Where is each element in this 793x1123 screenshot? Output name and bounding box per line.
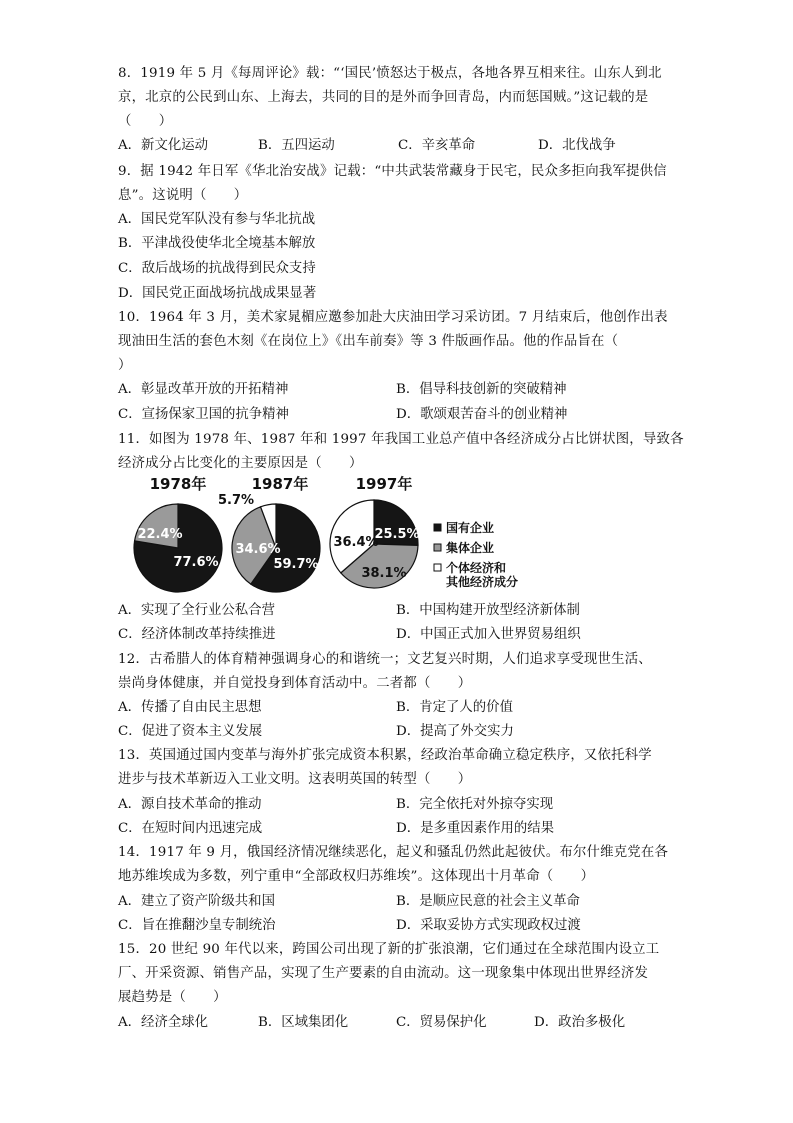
q12-option-c[interactable]: C．促进了资本主义发展 [118, 724, 263, 739]
q14-option-d[interactable]: D．采取妥协方式实现政权过渡 [396, 918, 581, 933]
pie-chart-svg [128, 474, 548, 604]
pie-slice-label: 38.1% [361, 566, 407, 581]
pie-slice-label: 34.6% [235, 542, 281, 557]
q10-option-b[interactable]: B．倡导科技创新的突破精神 [396, 382, 567, 397]
q13-option-c[interactable]: C．在短时间内迅速完成 [118, 821, 263, 836]
q9-option-c[interactable]: C．敌后战场的抗战得到民众支持 [118, 261, 316, 276]
q11-line-1: 11．如图为 1978 年、1987 年和 1997 年我国工业总产值中各经济成分占比饼状图，导致各 [118, 432, 684, 447]
pie-slice-label: 36.4% [333, 535, 379, 550]
q12-line-2: 崇尚身体健康，并自觉投身到体育活动中。二者都（ ） [118, 676, 472, 691]
pie-chart-figure [128, 474, 548, 604]
pie-slice-label: 5.7% [217, 493, 255, 508]
q10-line-1: 10．1964 年 3 月，美术家晁楣应邀参加赴大庆油田学习采访团。7 月结束后，他创作出表 [118, 310, 668, 325]
legend-label: 国有企业 [446, 521, 495, 535]
q9-line-1: 9．据 1942 年日军《华北治安战》记载：“中共武装常藏身于民宅，民众多拒向我军提供信 [118, 164, 667, 179]
pie-title: 1987年 [251, 475, 309, 493]
pie-3 [330, 475, 420, 588]
q10-line-3: ） [118, 358, 132, 373]
q12-line-1: 12．古希腊人的体育精神强调身心的和谐统一；文艺复兴时期，人们追求享受现世生活、 [118, 652, 652, 667]
q10-line-2: 现油田生活的套色木刻《在岗位上》《出车前奏》等 3 件版画作品。他的作品旨在（ [118, 334, 619, 349]
q14-line-1: 14．1917 年 9 月，俄国经济情况继续恶化，起义和骚乱仍然此起彼伏。布尔什维克党在各 [118, 845, 669, 860]
q10-option-a[interactable]: A．彰显改革开放的开拓精神 [118, 382, 289, 397]
q13-line-1: 13．英国通过国内变革与海外扩张完成资本积累，经政治革命确立稳定秩序，又依托科学 [118, 748, 652, 763]
q15-option-c[interactable]: C．贸易保护化 [396, 1015, 487, 1030]
q15-line-1: 15．20 世纪 90 年代以来，跨国公司出现了新的扩张浪潮，它们通过在全球范围内设立工 [118, 942, 660, 957]
pie-slice-label: 22.4% [137, 527, 183, 542]
pie-title: 1978年 [149, 475, 207, 493]
q15-option-d[interactable]: D．政治多极化 [534, 1015, 626, 1030]
q11-option-d[interactable]: D．中国正式加入世界贸易组织 [396, 627, 581, 642]
q13-option-a[interactable]: A．源自技术革命的推动 [118, 797, 262, 812]
q11-line-2: 经济成分占比变化的主要原因是（ ） [118, 456, 363, 471]
q9-option-b[interactable]: B．平津战役使华北全境基本解放 [118, 236, 316, 251]
q8-line-3: （ ） [118, 114, 173, 129]
legend-label: 个体经济和 [446, 561, 507, 575]
q8-option-d[interactable]: D．北伐战争 [538, 138, 616, 153]
q12-option-a[interactable]: A．传播了自由民主思想 [118, 700, 262, 715]
q8-option-b[interactable]: B．五四运动 [258, 138, 335, 153]
q8-option-c[interactable]: C．辛亥革命 [398, 138, 476, 153]
q9-option-a[interactable]: A．国民党军队没有参与华北抗战 [118, 212, 316, 227]
q13-line-2: 进步与技术革新迈入工业文明。这表明英国的转型（ ） [118, 772, 472, 787]
q14-option-a[interactable]: A．建立了资产阶级共和国 [118, 894, 275, 909]
pie-slice-label: 25.5% [374, 527, 420, 542]
q14-option-b[interactable]: B．是顺应民意的社会主义革命 [396, 894, 580, 909]
pie-title: 1997年 [355, 475, 413, 493]
q9-option-d[interactable]: D．国民党正面战场抗战成果显著 [118, 286, 317, 301]
q14-line-2: 地苏维埃成为多数，列宁重申“全部政权归苏维埃”。这体现出十月革命（ ） [118, 869, 595, 884]
q15-line-3: 展趋势是（ ） [118, 990, 227, 1005]
legend-swatch [434, 524, 441, 531]
q11-option-b[interactable]: B．中国构建开放型经济新体制 [396, 603, 580, 618]
q8-option-a[interactable]: A．新文化运动 [118, 138, 209, 153]
q11-option-c[interactable]: C．经济体制改革持续推进 [118, 627, 276, 642]
pie-1 [134, 475, 222, 592]
legend-label: 集体企业 [446, 541, 495, 555]
q15-option-b[interactable]: B．区域集团化 [258, 1015, 349, 1030]
q8-line-1: 8．1919 年 5 月《每周评论》载：“‘国民’愤怒达于极点，各地各界互相来往。山东人到北 [118, 66, 662, 81]
chart-legend [434, 520, 518, 589]
q8-line-2: 京，北京的公民到山东、上海去，共同的目的是外而争回青岛，内而惩国贼。”这记载的是 [118, 90, 649, 105]
q10-option-c[interactable]: C．宣扬保家卫国的抗争精神 [118, 407, 289, 422]
legend-swatch [434, 544, 441, 551]
legend-label: 其他经济成分 [446, 575, 519, 589]
legend-swatch [434, 564, 441, 571]
q11-option-a[interactable]: A．实现了全行业公私合营 [118, 603, 275, 618]
q12-option-b[interactable]: B．肯定了人的价值 [396, 700, 513, 715]
q14-option-c[interactable]: C．旨在推翻沙皇专制统治 [118, 918, 276, 933]
q15-line-2: 厂、开采资源、销售产品，实现了生产要素的自由流动。这一现象集中体现出世界经济发 [118, 966, 649, 981]
q15-option-a[interactable]: A．经济全球化 [118, 1015, 209, 1030]
pie-2 [218, 475, 320, 592]
q10-option-d[interactable]: D．歌颂艰苦奋斗的创业精神 [396, 407, 568, 422]
pie-slice-label: 77.6% [173, 555, 219, 570]
pie-slice-label: 59.7% [273, 557, 319, 572]
q13-option-b[interactable]: B．完全依托对外掠夺实现 [396, 797, 554, 812]
q12-option-d[interactable]: D．提高了外交实力 [396, 724, 514, 739]
q13-option-d[interactable]: D．是多重因素作用的结果 [396, 821, 555, 836]
q9-line-2: 息”。这说明（ ） [118, 188, 248, 203]
